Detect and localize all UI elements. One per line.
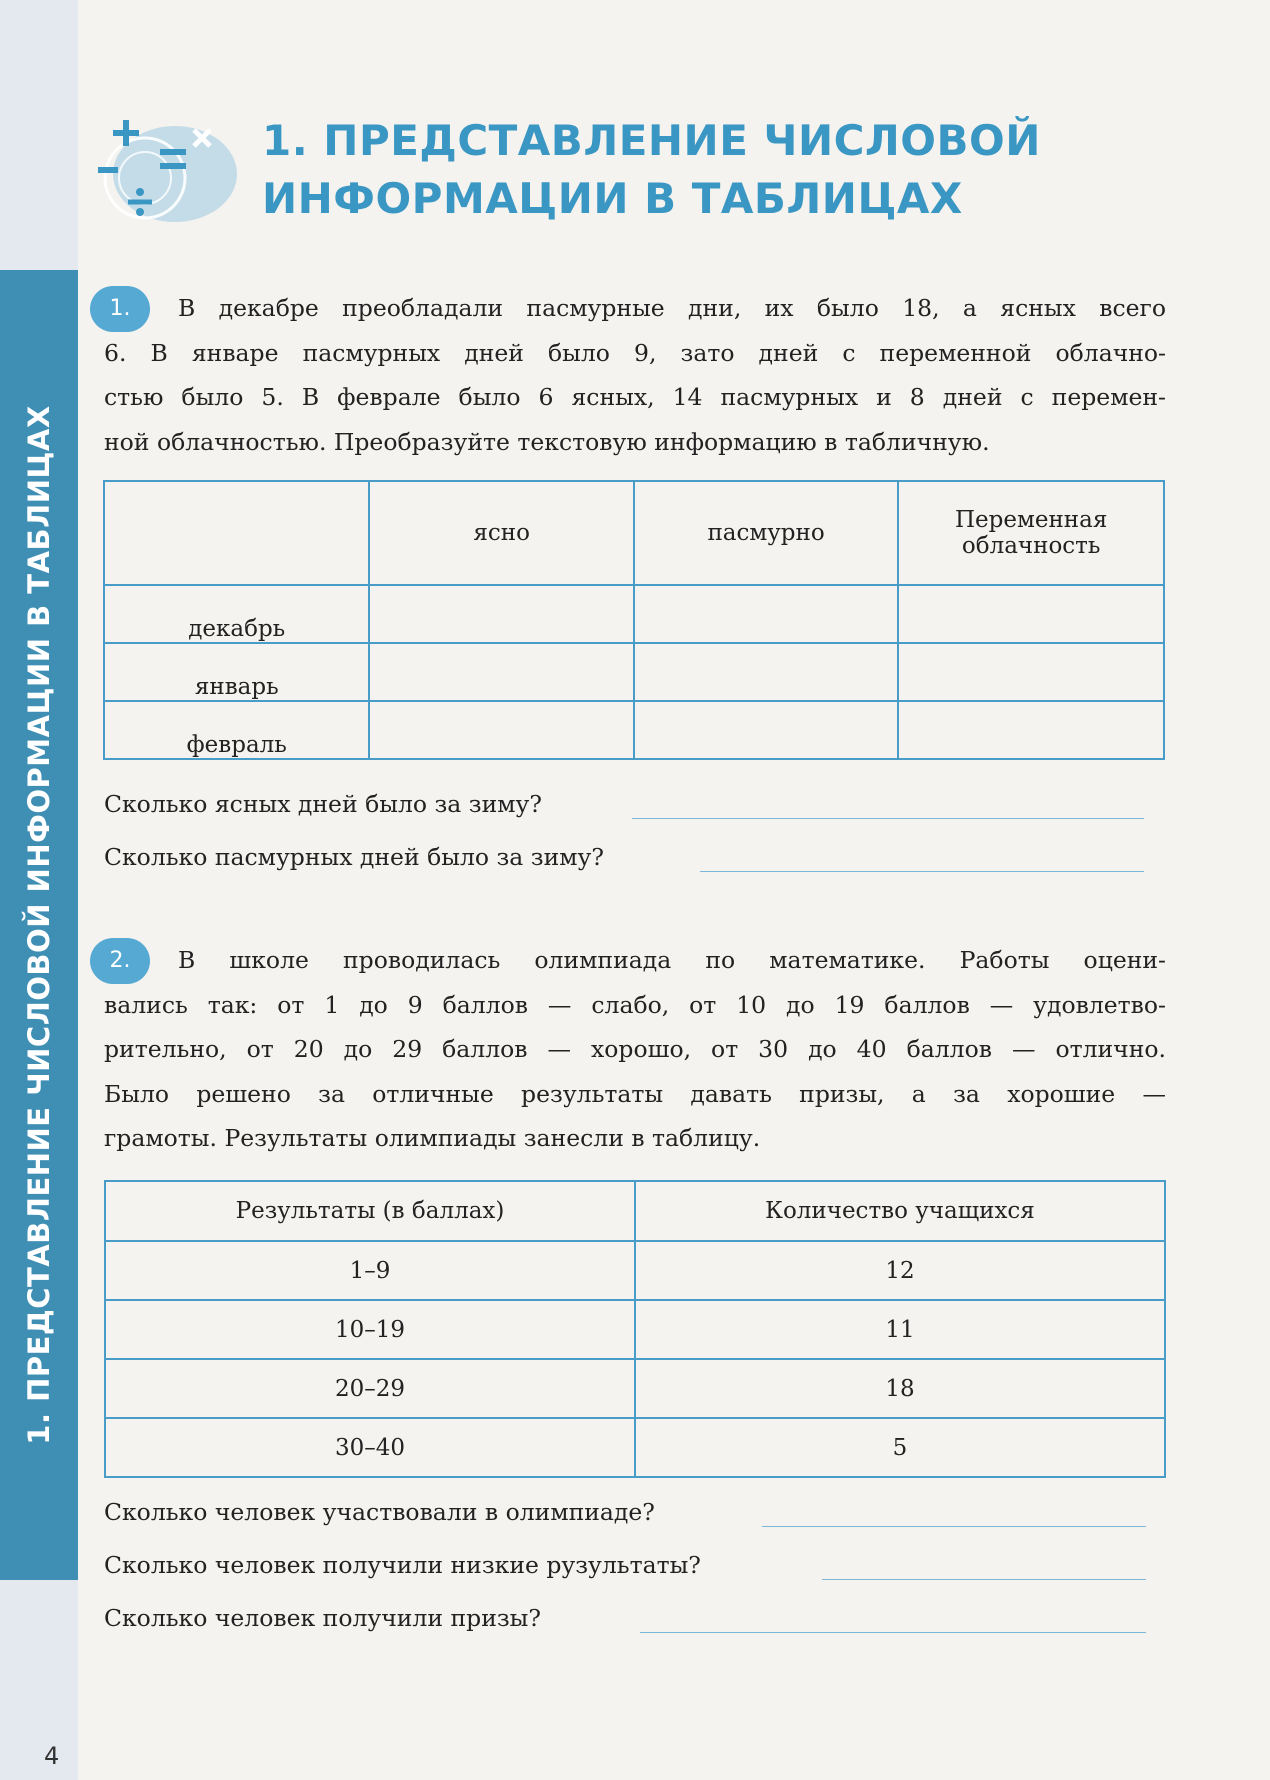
task-2-text (104, 938, 1166, 1161)
task-2-line: рительно, от 20 до 29 баллов — хорошо, от 30 до 40 баллов — отлично. (104, 1035, 1166, 1063)
table-cell-empty[interactable] (634, 701, 899, 759)
student-count-cell: 12 (635, 1241, 1165, 1300)
answer-line[interactable] (822, 1579, 1146, 1580)
task-1-line: В декабре преобладали пасмурные дни, их было 18, а ясных всего (178, 294, 1166, 322)
table-header-cell: пасмурно (634, 481, 899, 585)
table-row-label: февраль (104, 701, 369, 759)
task-2-question: Сколько человек участвовали в олимпиаде? (104, 1498, 655, 1526)
section-side-label: 1. ПРЕДСТАВЛЕНИЕ ЧИСЛОВОЙ ИНФОРМАЦИИ В ТАБЛИЦАХ (22, 405, 56, 1445)
page-title (262, 112, 1041, 228)
table-header-cell: Количество учащихся (635, 1181, 1165, 1241)
table-row (105, 1300, 1165, 1359)
task-1-question: Сколько пасмурных дней было за зиму? (104, 843, 604, 871)
table-row-label: декабрь (104, 585, 369, 643)
page-number: 4 (44, 1742, 60, 1770)
task-1-badge: 1. (90, 286, 150, 332)
student-count-cell: 11 (635, 1300, 1165, 1359)
task-2-question: Сколько человек получили низкие рузультаты? (104, 1551, 701, 1579)
table-cell-empty[interactable] (898, 643, 1164, 701)
student-count-cell: 18 (635, 1359, 1165, 1418)
page-title-line-1: 1. ПРЕДСТАВЛЕНИЕ ЧИСЛОВОЙ (262, 116, 1041, 165)
task-2-line: грамоты. Результаты олимпиады занесли в таблицу. (104, 1124, 761, 1152)
answer-line[interactable] (762, 1526, 1146, 1527)
table-row (104, 643, 1164, 701)
table-cell-empty[interactable] (369, 585, 633, 643)
math-operators-icon (90, 112, 240, 232)
task-2-line: вались так: от 1 до 9 баллов — слабо, от 10 до 19 баллов — удовлетво- (104, 990, 1166, 1019)
table-header-row (105, 1181, 1165, 1241)
task-2-question: Сколько человек получили призы? (104, 1604, 541, 1632)
student-count-cell: 5 (635, 1418, 1165, 1477)
task-2-line: В школе проводилась олимпиада по математике. Работы оцени- (178, 946, 1166, 974)
table-header-cell: ясно (369, 481, 633, 585)
score-range-cell: 20–29 (105, 1359, 635, 1418)
score-range-cell: 1–9 (105, 1241, 635, 1300)
table-cell-empty[interactable] (898, 701, 1164, 759)
table-row (104, 701, 1164, 759)
table-header-cell: Результаты (в баллах) (105, 1181, 635, 1241)
task-2-badge: 2. (90, 938, 150, 984)
task-1-line: стью было 5. В феврале было 6 ясных, 14 пасмурных и 8 дней с перемен- (104, 383, 1166, 411)
answer-line[interactable] (632, 818, 1144, 819)
score-range-cell: 30–40 (105, 1418, 635, 1477)
page-title-line-2: ИНФОРМАЦИИ В ТАБЛИЦАХ (262, 174, 963, 223)
answer-line[interactable] (700, 871, 1144, 872)
table-header-cell (104, 481, 369, 585)
task-1-line: 6. В январе пасмурных дней было 9, зато дней с переменной облачно- (104, 338, 1166, 367)
task-1-line: ной облачностью. Преобразуйте текстовую информацию в табличную. (104, 427, 990, 456)
score-range-cell: 10–19 (105, 1300, 635, 1359)
table-header-cell: Переменная облачность (898, 481, 1164, 585)
task-1-text (104, 286, 1166, 464)
table-row (105, 1359, 1165, 1418)
answer-line[interactable] (640, 1632, 1146, 1633)
table-row (105, 1241, 1165, 1300)
task-1-table (103, 480, 1165, 760)
table-row (105, 1418, 1165, 1477)
table-cell-empty[interactable] (634, 585, 899, 643)
table-cell-empty[interactable] (634, 643, 899, 701)
task-2-line: Было решено за отличные результаты давать призы, а за хорошие — (104, 1079, 1166, 1108)
table-cell-empty[interactable] (369, 643, 633, 701)
table-cell-empty[interactable] (898, 585, 1164, 643)
table-cell-empty[interactable] (369, 701, 633, 759)
table-row-label: январь (104, 643, 369, 701)
task-2-table (104, 1180, 1166, 1478)
task-1-question: Сколько ясных дней было за зиму? (104, 790, 542, 818)
table-row (104, 585, 1164, 643)
table-header-row (104, 481, 1164, 585)
